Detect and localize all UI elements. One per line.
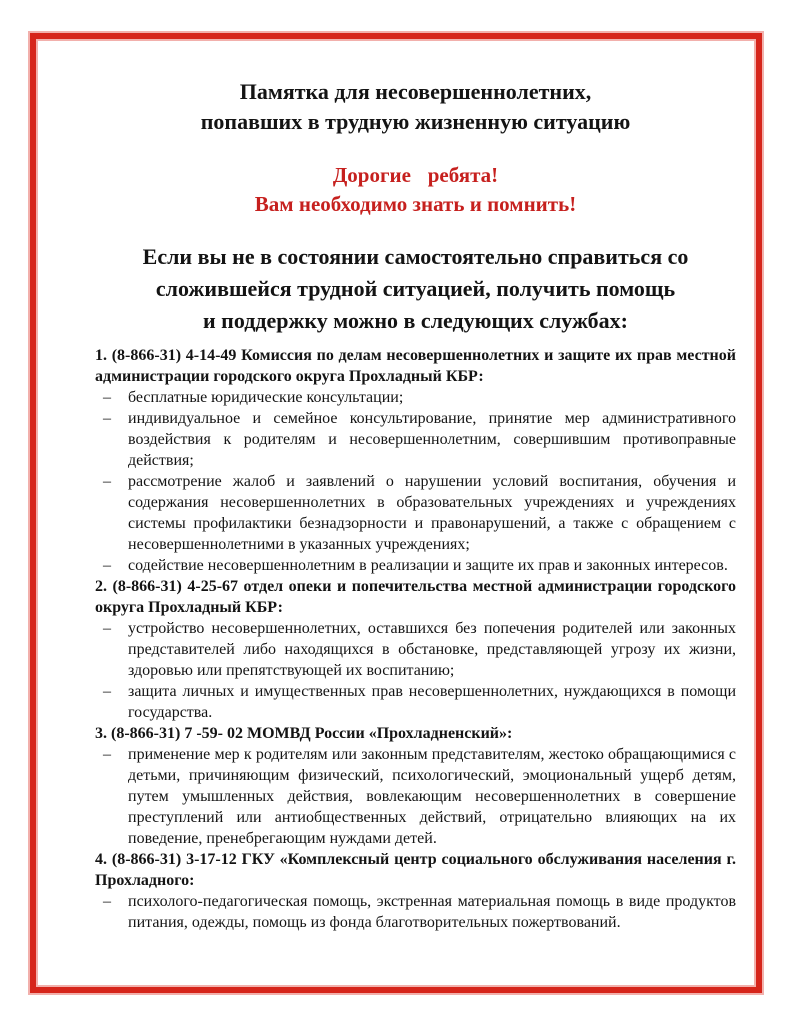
list-item [95,387,736,408]
bullet-text: рассмотрение жалоб и заявлений о нарушении условий воспитания, обучения и содержания несовершеннолетних в образовательных учреждениях и учреждениях системы профилактики безнадзорности и правонарушений, а также с обращением с несовершеннолетними в указанных учреждениях; [128,473,736,553]
service-3-heading: 3. (8-866-31) 7 -59- 02 МОМВД России «Прохладненский»: [95,725,513,742]
bullet-text: содействие несовершеннолетним в реализации и защите их прав и законных интересов. [128,557,728,574]
list-item [95,618,736,681]
service-1-heading: 1. (8-866-31) 4-14-49 Комиссия по делам несовершеннолетних и защите их прав местной администрации городского округа Прохладный КБР: [95,347,736,385]
bullet-dash: – [103,746,111,763]
memo-page [38,41,754,985]
bullet-dash: – [103,683,111,700]
appeal-heading [95,161,736,219]
page-title [95,77,736,137]
intro-line-2: сложившейся трудной ситуацией, получить помощь [155,276,676,301]
list-item [95,744,736,849]
bullet-dash: – [103,389,111,406]
appeal-line-2: Вам необходимо знать и помнить! [254,192,577,216]
bullet-text: защита личных и имущественных прав несовершеннолетних, нуждающихся в помощи государства. [128,683,736,721]
bullet-text: применение мер к родителям или законным представителям, жестоко обращающимися с детьми, причиняющим физический, психологический, эмоциональный ущерб детям, путем умышленных действия, вовлекающим несовершеннолетних в совершение преступлений или антиобщественных действий, отрицательно влияющих на их поведение, пренебрегающим нуждами детей. [128,746,736,847]
bullet-text: устройство несовершеннолетних, оставшихся без попечения родителей или законных представителей либо находящихся в обстановке, представляющей угрозу их жизни, здоровью или препятствующей их воспитанию; [128,620,736,679]
bullet-dash: – [103,620,111,637]
service-4-heading: 4. (8-866-31) 3-17-12 ГКУ «Комплексный центр социального обслуживания населения г. Прохладного: [95,851,736,889]
bullet-text: психолого-педагогическая помощь, экстренная материальная помощь в виде продуктов питания, одежды, помощь из фонда благотворительных пожертвований. [128,893,736,931]
bullet-dash: – [103,473,111,490]
bullet-dash: – [103,557,111,574]
page-title-line-2: попавших в трудную жизненную ситуацию [200,109,631,134]
appeal-line-1: Дорогие ребята! [332,163,499,187]
bullet-dash: – [103,410,111,427]
list-item [95,555,736,576]
page-title-line-1: Памятка для несовершеннолетних, [239,79,592,104]
list-item [95,891,736,933]
intro-line-1: Если вы не в состоянии самостоятельно справиться со [142,244,689,269]
services-list [95,345,736,933]
list-item [95,471,736,555]
list-item [95,681,736,723]
intro-line-3: и поддержку можно в следующих службах: [202,308,629,333]
list-item [95,408,736,471]
service-2-heading: 2. (8-866-31) 4-25-67 отдел опеки и попечительства местной администрации городского округа Прохладный КБР: [95,578,736,616]
bullet-dash: – [103,893,111,910]
bullet-text: бесплатные юридические консультации; [128,389,404,406]
bullet-text: индивидуальное и семейное консультирование, принятие мер административного воздействия к родителям и несовершеннолетним, совершившим противоправные действия; [128,410,736,469]
intro-paragraph [95,241,736,337]
